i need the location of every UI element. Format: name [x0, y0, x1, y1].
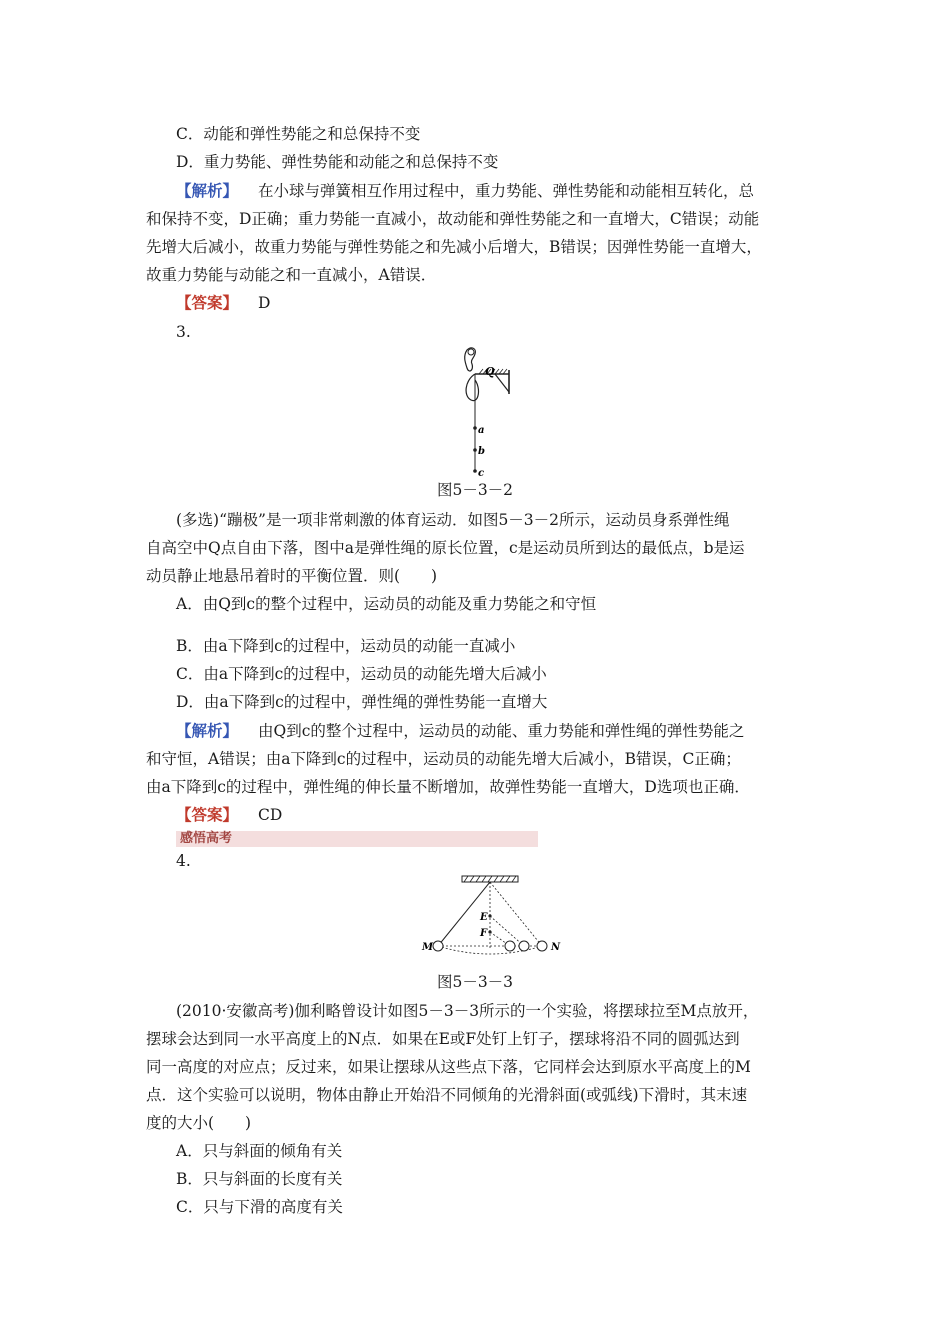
label-e: E [480, 912, 488, 923]
ball-n [537, 941, 547, 951]
q2-analysis-line-2: 和保持不变，D正确；重力势能一直减小，故动能和弹性势能之和一直增大，C错误；动能 [146, 210, 760, 228]
q2-option-d: D．重力势能、弹性势能和动能之和总保持不变 [176, 153, 499, 171]
q3-answer-line [176, 805, 282, 825]
ball-m [433, 941, 443, 951]
nail-f-dot [488, 930, 491, 933]
q4-option-c: C．只与下滑的高度有关 [176, 1198, 343, 1216]
bungee-figure [455, 344, 525, 478]
q3-stem-line-2: 自高空中Q点自由下落，图中a是弹性绳的原长位置，c是运动员所到达的最低点，b是运 [146, 539, 745, 557]
pendulum-figure [418, 872, 568, 956]
q4-option-a: A．只与斜面的倾角有关 [176, 1142, 343, 1160]
section-banner [176, 831, 538, 847]
q2-analysis-line-3: 先增大后减小，故重力势能与弹性势能之和先减小后增大，B错误；因弹性势能一直增大， [146, 238, 762, 256]
label-n: N [551, 942, 561, 953]
q2-analysis-line-1: 【解析】 在小球与弹簧相互作用过程中，重力势能、弹性势能和动能相互转化，总 [176, 181, 755, 200]
q3-option-a: A．由Q到c的整个过程中，运动员的动能及重力势能之和守恒 [176, 595, 597, 613]
q2-answer: D [258, 294, 271, 312]
label-f: F [480, 928, 488, 939]
point-b-dot [473, 448, 477, 452]
q3-option-d: D．由a下降到c的过程中，弹性绳的弹性势能一直增大 [176, 693, 548, 711]
q3-analysis-tag: 【解析】 [176, 721, 239, 740]
q4-stem-line-1: (2010·安徽高考)伽利略曾设计如图5－3－3所示的一个实验，将摆球拉至M点放开， [176, 1002, 759, 1020]
q4-stem-line-3: 同一高度的对应点；反过来，如果让摆球从这些点下落，它同样会达到原水平高度上的M [146, 1058, 751, 1076]
figure-caption-5-3-2: 图5－3－2 [436, 481, 514, 499]
q3-answer: CD [258, 806, 283, 824]
q3-option-b: B．由a下降到c的过程中，运动员的动能一直减小 [176, 637, 516, 655]
q3-number: 3. [176, 323, 191, 341]
nail-e-dot [488, 914, 491, 917]
q2-answer-line [176, 293, 270, 313]
q4-stem-line-2: 摆球会达到同一水平高度上的N点．如果在E或F处钉上钉子，摆球将沿不同的圆弧达到 [146, 1030, 740, 1048]
q2-analysis-tag: 【解析】 [176, 181, 239, 200]
q4-number: 4. [176, 852, 191, 870]
q4-option-b: B．只与斜面的长度有关 [176, 1170, 343, 1188]
label-a: a [478, 425, 485, 436]
q2-option-c: C．动能和弹性势能之和总保持不变 [176, 125, 421, 143]
ball-e-point [519, 941, 529, 951]
q3-analysis-line-1: 【解析】 由Q到c的整个过程中，运动员的动能、重力势能和弹性绳的弹性势能之 [176, 721, 745, 740]
point-c-dot [473, 469, 477, 473]
q3-stem-line-3: 动员静止地悬吊着时的平衡位置．则( ) [146, 567, 438, 585]
label-m: M [422, 942, 434, 953]
label-c: c [478, 468, 485, 478]
q3-stem-line-1: (多选)“蹦极”是一项非常刺激的体育运动．如图5－3－2所示，运动员身系弹性绳 [176, 511, 730, 529]
figure-caption-5-3-3: 图5－3－3 [436, 973, 514, 991]
point-a-dot [473, 426, 477, 430]
q3-option-c: C．由a下降到c的过程中，运动员的动能先增大后减小 [176, 665, 547, 683]
section-title: 感悟高考 [180, 831, 233, 846]
label-b: b [478, 446, 485, 457]
q2-answer-tag: 【答案】 [176, 293, 239, 312]
q3-analysis-line-2: 和守恒，A错误；由a下降到c的过程中，运动员的动能先增大后减小，B错误，C正确； [146, 750, 741, 768]
q4-stem-line-4: 点．这个实验可以说明，物体由静止开始沿不同倾角的光滑斜面(或弧线)下滑时，其末速 [146, 1086, 748, 1104]
q3-analysis-line-3: 由a下降到c的过程中，弹性绳的伸长量不断增加，故弹性势能一直增大，D选项也正确． [146, 778, 750, 796]
q2-analysis-line-4: 故重力势能与动能之和一直减小，A错误． [146, 266, 437, 284]
q3-answer-tag: 【答案】 [176, 805, 239, 824]
label-q: Q [485, 365, 495, 378]
q4-stem-line-5: 度的大小( ) [146, 1114, 252, 1132]
ball-f-point [505, 941, 515, 951]
